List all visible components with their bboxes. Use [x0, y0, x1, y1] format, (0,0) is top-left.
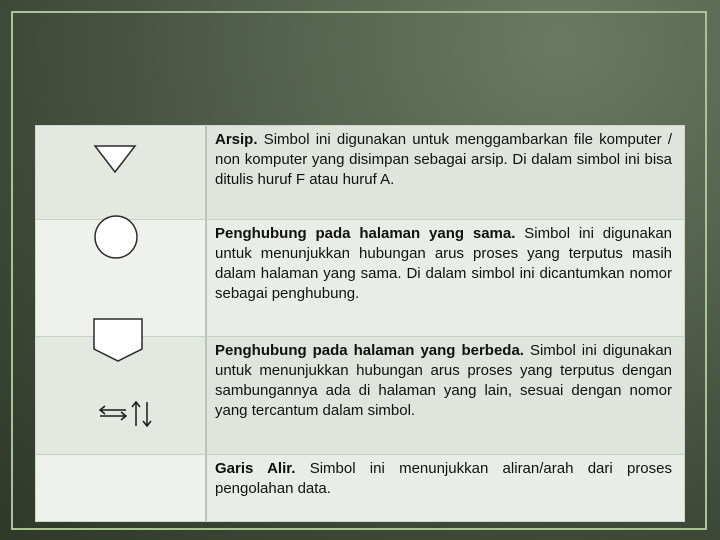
offpage-connector-icon	[92, 317, 144, 363]
description-cell	[207, 220, 684, 336]
symbol-description: Simbol ini digunakan untuk menunjukkan hubungan arus proses yang terputus masih dalam halaman yang sama. Di dalam simbol ini dicantumkan nomor sebagai penghubung.	[215, 225, 673, 302]
description-cell	[207, 337, 684, 454]
symbol-description: Simbol ini digunakan untuk menggambarkan file komputer / non komputer yang disimpan sebagai arsip. Di dalam simbol ini bisa ditulis huruf F atau huruf A.	[215, 131, 673, 188]
symbol-title: Penghubung pada halaman yang sama.	[215, 225, 516, 242]
symbol-cell	[36, 455, 207, 521]
triangle-down-icon	[93, 144, 137, 174]
symbol-cell	[36, 337, 207, 454]
table-row	[36, 336, 684, 454]
description-cell	[207, 455, 684, 521]
symbol-title: Arsip.	[215, 131, 258, 148]
symbol-title: Garis Alir.	[215, 460, 296, 477]
flow-arrows-icon	[96, 398, 156, 428]
symbol-description: Simbol ini menunjukkan aliran/arah dari proses pengolahan data.	[215, 460, 672, 497]
symbol-cell	[36, 126, 207, 219]
symbol-title: Penghubung pada halaman yang berbeda.	[215, 342, 524, 359]
circle-connector-icon	[93, 214, 139, 260]
flowchart-symbol-table	[35, 125, 685, 522]
symbol-description: Simbol ini digunakan untuk menunjukkan hubungan arus proses yang terputus dengan sambungannya ada di halaman yang lain, sesuai dengan nomor yang tercantum dalam simbol.	[215, 342, 672, 419]
description-cell	[207, 126, 684, 219]
table-row	[36, 454, 684, 521]
table-row	[36, 126, 684, 219]
